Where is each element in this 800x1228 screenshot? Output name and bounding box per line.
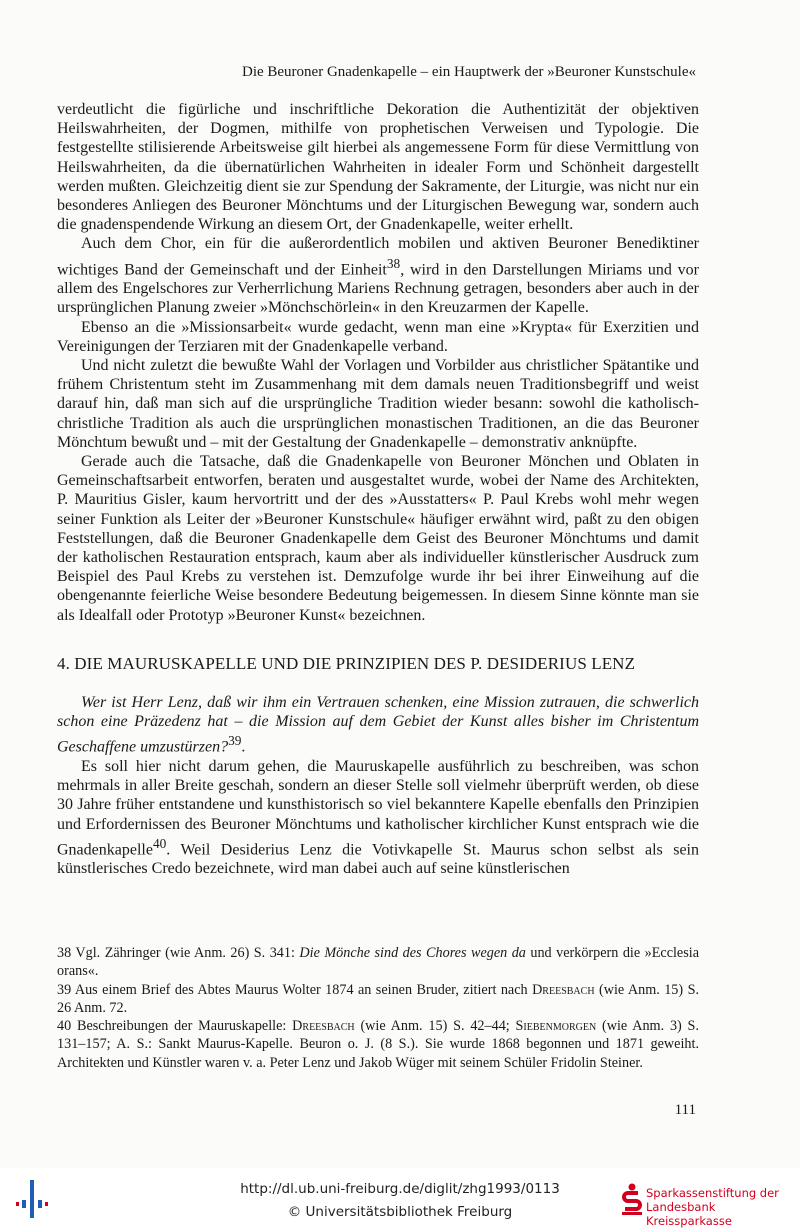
running-header: Die Beuroner Gnadenkapelle – ein Hauptwerk der »Beuroner Kunstschule« bbox=[241, 64, 696, 80]
footnote-ref[interactable]: 39 bbox=[228, 733, 242, 749]
footnote-39: 39 Aus einem Brief des Abtes Maurus Wolter 1874 an seinen Bruder, zitiert nach Dreesbach (wie Anm. 15) S. 26 Anm. 72. bbox=[57, 981, 700, 1016]
body-text bbox=[57, 100, 699, 879]
sparkasse-logo-icon[interactable] bbox=[620, 1182, 644, 1216]
section-heading: 4. DIE MAURUSKAPELLE UND DIE PRINZIPIEN DES P. DESIDERIUS LENZ bbox=[57, 653, 636, 673]
footnote-ref[interactable]: 40 bbox=[152, 835, 167, 851]
footnotes bbox=[57, 944, 699, 1072]
paragraph: Gerade auch die Tatsache, daß die Gnadenkapelle von Beuroner Mönchen und Oblaten in Gemeinschaftsarbeit entworfen, beraten und ausgestaltet wurde, wobei der Name des Architekten, P. Mauritius Gisler, kaum hervortritt und der des »Ausstatters« P. Paul Krebs wohl mehr wegen seiner Funktion als Leiter der »Beuroner Kunstschule« häufiger erwähnt wird, paßt zu den obigen Feststellungen, daß die Beuroner Gnadenkapelle dem Geist des Beuroner Mönchtums und damit der katholischen Restauration entsprach, kaum aber als individueller künstlerischer Ausdruck zum Beispiel des Paul Krebs zu verstehen ist. Demzufolge wurde ihr bei ihrer Einweihung auf die obengenannte feierliche Weise besondere Bedeutung beigemessen. In diesem Sinne könnte man sie als Idealfall oder Prototyp »Beuroner Kunst« bezeichnen. bbox=[57, 452, 699, 624]
page-number: 111 bbox=[674, 1102, 696, 1118]
paragraph: Es soll hier nicht darum gehen, die Mauruskapelle ausführlich zu beschreiben, was schon mehrmals in aller Breite geschah, sondern an dieser Stelle soll vielmehr überprüft werden, ob diese 30 Jahre früher entstandene und kunsthistorisch so viel bekanntere Kapelle ebenfalls den Prinzipien und Erfordernissen des Beuroner Mönchtums und katholischer kirchlicher Kunst entsprach wie die Gnadenkapelle$^{40}$. Weil Desiderius Lenz die Votivkapelle St. Maurus schon selbst als sein künstlerisches Credo bezeichnete, wird man dabei auch auf seine künstlerischen bbox=[57, 757, 699, 878]
permalink-url[interactable]: http://dl.ub.uni-freiburg.de/diglit/zhg1993/0113 bbox=[240, 1181, 560, 1197]
footnote-ref[interactable]: 38 bbox=[386, 255, 401, 271]
footnote-40: 40 Beschreibungen der Mauruskapelle: Dreesbach (wie Anm. 15) S. 42–44; Siebenmorgen (wie Anm. 3) S. 131–157; A. S.: Sankt Maurus-Kapelle. Beuron o. J. (8 S.). Sie wurde 1868 begonnen und 1871 geweiht. Architekten und Künstler waren v. a. Peter Lenz und Jakob Wüger mit seinem Schüler Fridolin Steiner. bbox=[57, 1018, 699, 1071]
paragraph: Auch dem Chor, ein für die außerordentlich mobilen und aktiven Beuroner Benediktiner wichtiges Band der Gemeinschaft und der Einheit$^{38}$, wird in den Darstellungen Miriams und vor allem des Engelschores zur Verherrlichung Mariens Rechnung getragen, besonders aber auch in der ursprünglichen Planung zweier »Mönchschörlein« in den Kreuzarmen der Kapelle. bbox=[57, 235, 700, 317]
paragraph: Und nicht zuletzt die bewußte Wahl der Vorlagen und Vorbilder aus christlicher Spätantike und frühem Christentum steht im Zusammenhang mit dem damals neuen Traditionsbegriff und weist darauf hin, daß man sich auf die ursprüngliche Tradition wieder besann: sowohl die katholisch-christliche Tradition als auch die ursprünglichen monastischen Traditionen, an die das Beuroner Mönchtum bewußt und – mit der Gestaltung der Gnadenkapelle – demonstrativ anknüpfte. bbox=[57, 356, 699, 451]
viewer-footer bbox=[0, 1168, 800, 1226]
epigraph-quote: Wer ist Herr Lenz, daß wir ihm ein Vertrauen schenken, eine Mission zutrauen, die schwerlich schon eine Präzedenz hat – die Mission auf dem Gebiet der Kunst alles bisher im Christentum Geschaffene umzustürzen?$^{39}$. bbox=[57, 694, 699, 756]
paragraph: Ebenso an die »Missionsarbeit« wurde gedacht, wenn man eine »Krypta« für Exerzitien und Vereinigungen der Terziaren mit der Gnadenkapelle verband. bbox=[57, 318, 699, 355]
sponsor-text: Sparkassenstiftung der Landesbank Kreissparkasse bbox=[646, 1186, 779, 1228]
paragraph: verdeutlicht die figürliche und inschriftliche Dekoration die Authentizität der objektiven Heilswahrheiten, der Dogmen, mithilfe von prophetischen Verweisen und Typologie. Die festgestellte stilisierende Arbeitsweise gilt hierbei als angemessene Form für diese Vermittlung von Heilswahrheiten, da die übernatürlichen Wahrheiten in idealer Form und Schönheit dargestellt werden mußten. Gleichzeitig dient sie zur Spendung der Sakramente, der Liturgie, was nicht nur ein besonderes Anliegen des Beuroner Mönchtums und der Liturgischen Bewegung war, sondern auch die gnadenspendende Wirkung an diesem Ort, der Gnadenkapelle, weiter erhellt. bbox=[57, 101, 699, 234]
copyright-notice: © Universitätsbibliothek Freiburg bbox=[287, 1204, 513, 1220]
footnote-38: 38 Vgl. Zähringer (wie Anm. 26) S. 341: Die Mönche sind des Chores wegen da und verkörpern die »Ecclesia orans«. bbox=[57, 945, 699, 980]
